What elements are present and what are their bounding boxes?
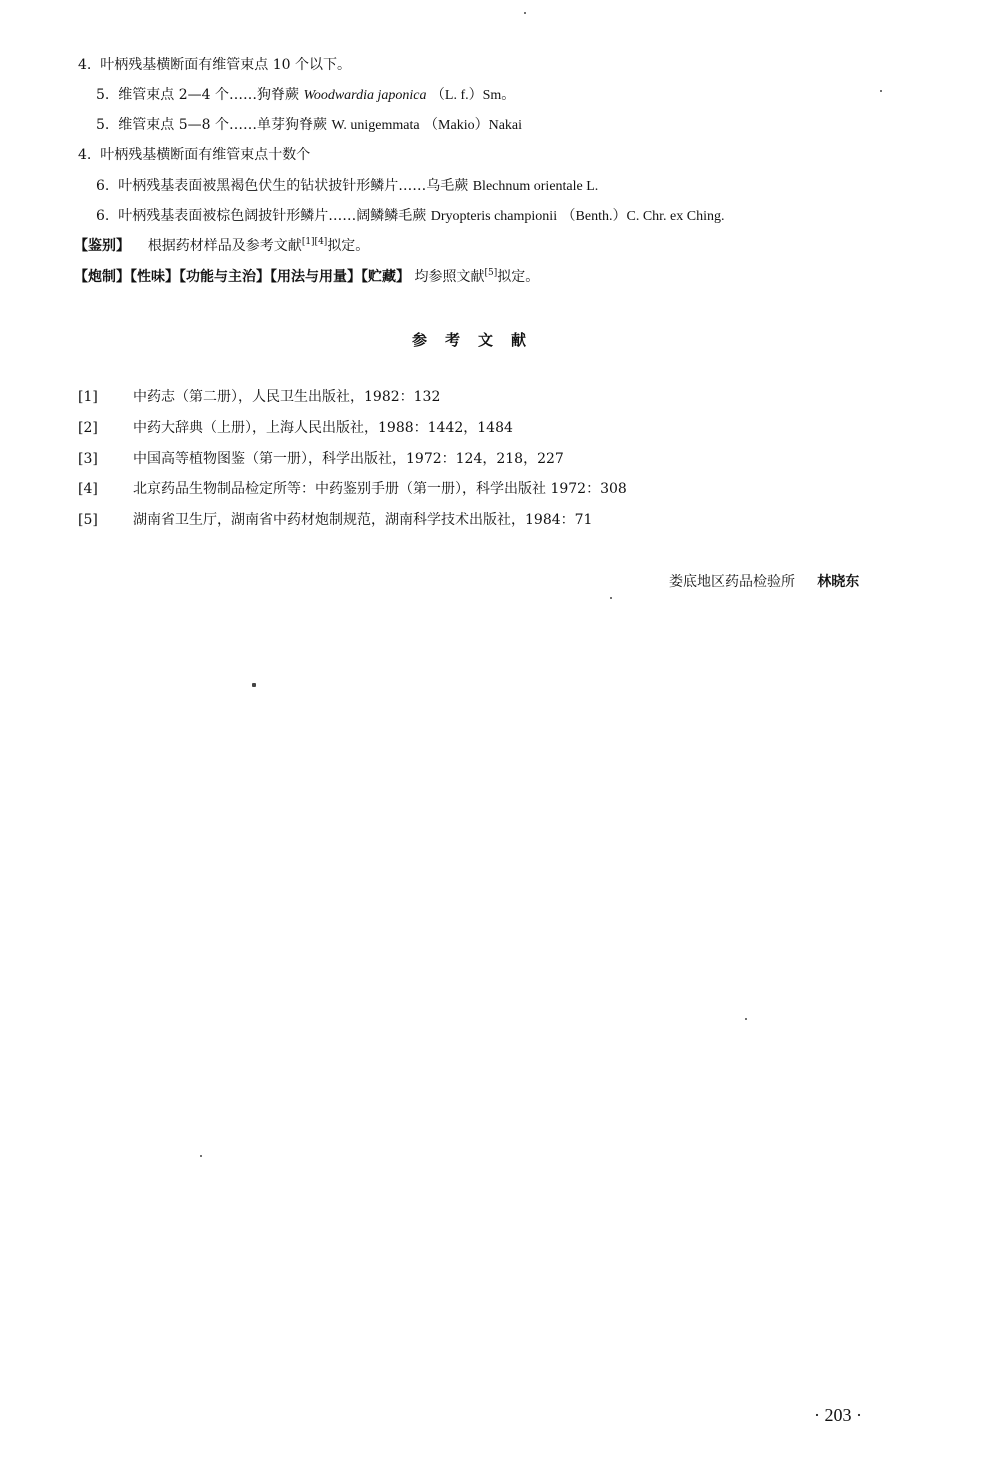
section-labels: 【炮制】【性味】【功能与主治】【用法与用量】【贮藏】	[74, 269, 410, 285]
reference-number: [2]	[78, 420, 98, 436]
latin-name: Dryopteris championii	[430, 209, 558, 224]
reference-text: 中药志（第二册），人民卫生出版社，1982：132	[133, 389, 441, 405]
key-number: 5.	[96, 87, 110, 103]
section-end: 拟定。	[327, 238, 370, 254]
scan-speck	[610, 597, 612, 599]
key-text: 维管束点 5—8 个……单芽狗脊蕨	[118, 117, 332, 133]
author-citation: （L. f.）Sm。	[430, 88, 516, 103]
key-line-2	[96, 85, 515, 106]
key-line-3	[96, 115, 522, 136]
reference-item	[78, 510, 592, 530]
key-text: 叶柄残基横断面有维管束点十数个	[100, 147, 311, 163]
key-text: 叶柄残基横断面有维管束点 10 个以下。	[100, 57, 351, 73]
section-end: 拟定。	[497, 269, 540, 285]
page-number: · 203 ·	[814, 1405, 862, 1425]
key-line-6	[96, 206, 725, 227]
citation-sup: [1][4]	[301, 237, 328, 247]
key-number: 5.	[96, 117, 110, 133]
author-citation: （Makio）Nakai	[424, 118, 523, 133]
section-text: 均参照文献	[414, 269, 485, 285]
reference-item	[78, 479, 627, 499]
reference-item	[78, 449, 564, 469]
reference-number: [1]	[78, 389, 98, 405]
key-number: 6.	[96, 178, 110, 194]
references-title: 参考文献	[412, 331, 545, 349]
citation-sup: [5]	[484, 268, 498, 278]
author-institution: 娄底地区药品检验所	[669, 574, 795, 590]
latin-name: Woodwardia japonica	[303, 88, 427, 103]
author-name: 林晓东	[817, 574, 860, 590]
reference-text: 北京药品生物制品检定所等：中药鉴别手册（第一册），科学出版社 1972：308	[133, 481, 627, 497]
identification-line	[74, 236, 369, 256]
key-text: 叶柄残基表面被棕色阔披针形鳞片……阔鳞鳞毛蕨	[118, 208, 431, 224]
author-citation: （Benth.）C. Chr. ex Ching.	[561, 209, 725, 224]
reference-number: [5]	[78, 512, 98, 528]
scan-speck	[252, 683, 256, 687]
reference-item	[78, 387, 440, 407]
key-line-5	[96, 176, 598, 197]
reference-text: 中国高等植物图鉴（第一册），科学出版社，1972：124，218，227	[133, 451, 564, 467]
scan-speck	[745, 1018, 747, 1020]
section-text: 根据药材样品及参考文献	[147, 238, 302, 254]
key-number: 6.	[96, 208, 110, 224]
section-label: 【鉴别】	[74, 238, 130, 254]
author-line	[669, 572, 859, 592]
latin-name: W. unigemmata	[331, 118, 420, 133]
reference-item	[78, 418, 513, 438]
scan-speck	[200, 1155, 202, 1157]
scan-speck	[524, 12, 526, 14]
key-line-4	[78, 145, 310, 165]
reference-text: 湖南省卫生厅，湖南省中药材炮制规范，湖南科学技术出版社，1984：71	[133, 512, 593, 528]
scan-speck	[880, 90, 882, 92]
key-text: 维管束点 2—4 个……狗脊蕨	[118, 87, 304, 103]
latin-name: Blechnum orientale	[472, 179, 583, 194]
key-line-1	[78, 55, 351, 75]
processing-line	[74, 267, 539, 287]
reference-number: [4]	[78, 481, 98, 497]
key-text: 叶柄残基表面被黑褐色伏生的钻状披针形鳞片……乌毛蕨	[118, 178, 473, 194]
reference-text: 中药大辞典（上册），上海人民出版社，1988：1442，1484	[133, 420, 513, 436]
key-number: 4.	[78, 147, 92, 163]
key-number: 4.	[78, 57, 92, 73]
reference-number: [3]	[78, 451, 98, 467]
author-citation: L.	[582, 179, 599, 194]
